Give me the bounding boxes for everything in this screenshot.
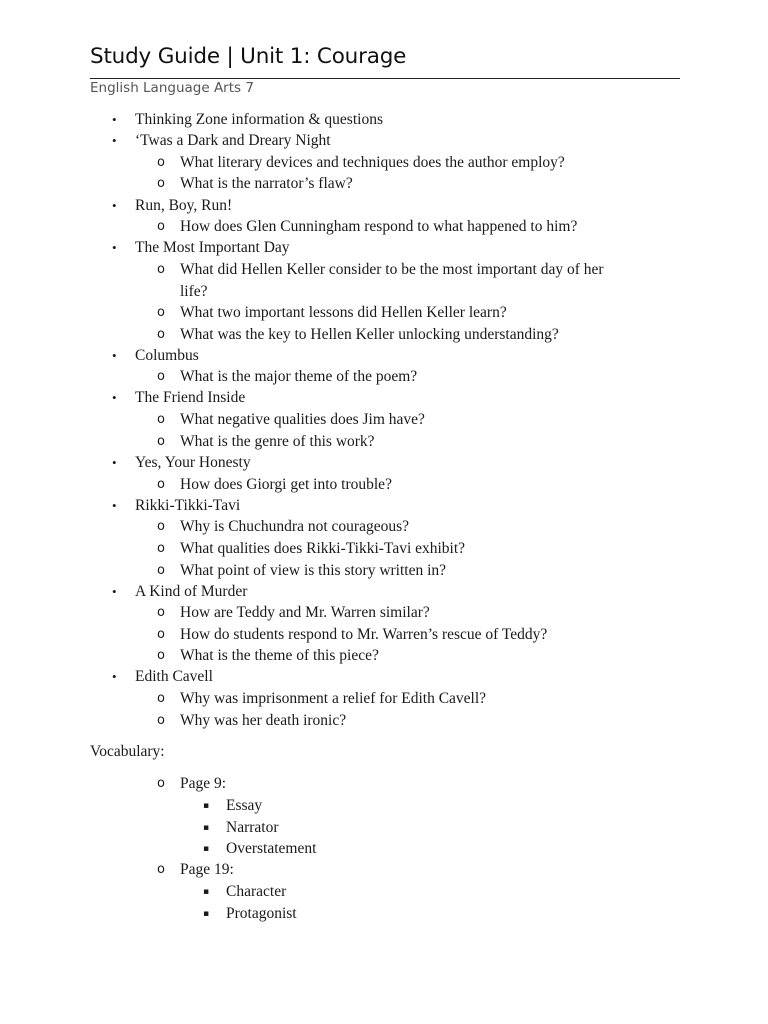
question-item: How does Giorgi get into trouble?: [180, 476, 392, 493]
vocab-term: Essay: [226, 797, 263, 814]
question-item: What point of view is this story written in?: [180, 562, 447, 579]
vocab-term: Character: [226, 883, 287, 900]
sub-bullet-marker: o: [157, 219, 165, 234]
question-item: Why was her death ironic?: [180, 712, 347, 729]
question-item: What did Hellen Keller consider to be the most important day of her: [180, 261, 604, 278]
question-item: What is the narrator’s flaw?: [180, 175, 353, 192]
vocabulary-heading: Vocabulary:: [90, 743, 165, 760]
question-item: What two important lessons did Hellen Keller learn?: [180, 304, 507, 321]
bullet-marker: •: [112, 455, 117, 470]
vocab-page-label: Page 9:: [180, 775, 227, 792]
sub-bullet-marker: o: [157, 519, 165, 534]
outline-item: A Kind of Murder: [135, 583, 248, 600]
sub-bullet-marker: o: [157, 776, 165, 791]
outline-item: ‘Twas a Dark and Dreary Night: [135, 132, 331, 149]
question-item: Why was imprisonment a relief for Edith Cavell?: [180, 690, 487, 707]
question-item: What qualities does Rikki-Tikki-Tavi exhibit?: [180, 540, 466, 557]
outline-item: Thinking Zone information & questions: [135, 111, 383, 128]
vocab-page-label: Page 19:: [180, 861, 234, 878]
outline-item: The Friend Inside: [135, 389, 246, 406]
sub-bullet-marker: o: [157, 176, 165, 191]
question-item: What is the major theme of the poem?: [180, 368, 418, 385]
sub-bullet-marker: o: [157, 605, 165, 620]
square-bullet-marker: ▪: [203, 801, 210, 811]
outline-item: Edith Cavell: [135, 668, 213, 685]
title-divider: [90, 78, 680, 79]
bullet-marker: •: [112, 498, 117, 513]
sub-bullet-marker: o: [157, 627, 165, 642]
question-item-continued: life?: [180, 283, 208, 300]
vocab-term: Overstatement: [226, 840, 317, 857]
question-item: What negative qualities does Jim have?: [180, 411, 425, 428]
square-bullet-marker: ▪: [203, 909, 210, 919]
question-item: How does Glen Cunningham respond to what happened to him?: [180, 218, 578, 235]
vocab-term: Narrator: [226, 819, 279, 836]
outline-item: Columbus: [135, 347, 199, 364]
square-bullet-marker: ▪: [203, 887, 210, 897]
question-item: What is the genre of this work?: [180, 433, 375, 450]
bullet-marker: •: [112, 584, 117, 599]
sub-bullet-marker: o: [157, 862, 165, 877]
question-item: How are Teddy and Mr. Warren similar?: [180, 604, 430, 621]
vocab-term: Protagonist: [226, 905, 297, 922]
sub-bullet-marker: o: [157, 305, 165, 320]
sub-bullet-marker: o: [157, 563, 165, 578]
bullet-marker: •: [112, 240, 117, 255]
sub-bullet-marker: o: [157, 477, 165, 492]
sub-bullet-marker: o: [157, 262, 165, 277]
outline-item: Rikki-Tikki-Tavi: [135, 497, 241, 514]
question-item: What was the key to Hellen Keller unlocking understanding?: [180, 326, 559, 343]
bullet-marker: •: [112, 348, 117, 363]
bullet-marker: •: [112, 112, 117, 127]
sub-bullet-marker: o: [157, 691, 165, 706]
sub-bullet-marker: o: [157, 155, 165, 170]
sub-bullet-marker: o: [157, 327, 165, 342]
outline-item: Yes, Your Honesty: [135, 454, 251, 471]
sub-bullet-marker: o: [157, 369, 165, 384]
sub-bullet-marker: o: [157, 713, 165, 728]
sub-bullet-marker: o: [157, 434, 165, 449]
square-bullet-marker: ▪: [203, 844, 210, 854]
question-item: How do students respond to Mr. Warren’s rescue of Teddy?: [180, 626, 548, 643]
bullet-marker: •: [112, 198, 117, 213]
bullet-marker: •: [112, 133, 117, 148]
outline-item: Run, Boy, Run!: [135, 197, 233, 214]
sub-bullet-marker: o: [157, 412, 165, 427]
sub-bullet-marker: o: [157, 648, 165, 663]
square-bullet-marker: ▪: [203, 823, 210, 833]
page-subtitle: English Language Arts 7: [90, 80, 254, 96]
sub-bullet-marker: o: [157, 541, 165, 556]
question-item: What is the theme of this piece?: [180, 647, 379, 664]
question-item: What literary devices and techniques does the author employ?: [180, 154, 565, 171]
outline-item: The Most Important Day: [135, 239, 290, 256]
page-title: Study Guide | Unit 1: Courage: [90, 44, 407, 69]
bullet-marker: •: [112, 390, 117, 405]
bullet-marker: •: [112, 669, 117, 684]
question-item: Why is Chuchundra not courageous?: [180, 518, 409, 535]
